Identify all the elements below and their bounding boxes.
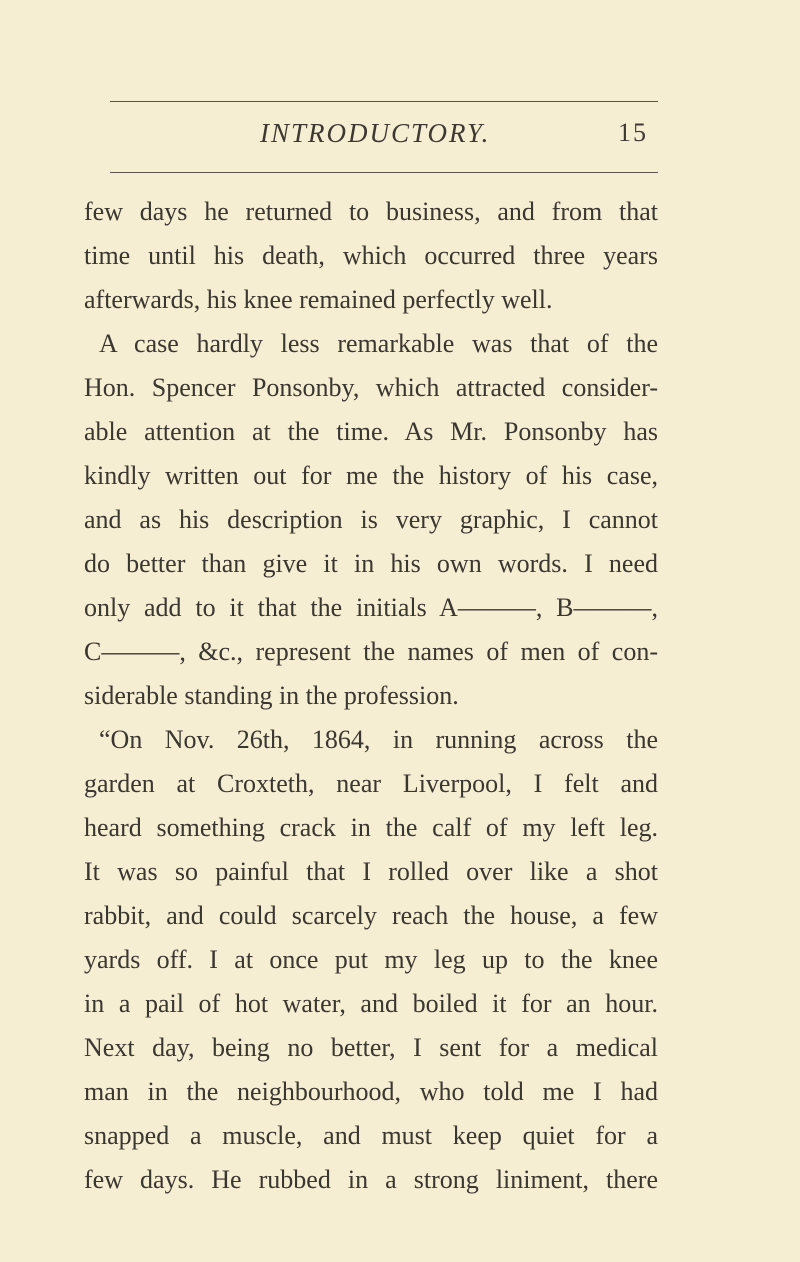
text-line: only add to it that the initials A———, B———, <box>84 593 658 622</box>
text-line: able attention at the time. As Mr. Ponsonby has <box>84 417 658 446</box>
text-line: time until his death, which occurred three years <box>84 241 658 270</box>
text-line: Hon. Spencer Ponsonby, which attracted consider- <box>84 373 658 402</box>
text-line: rabbit, and could scarcely reach the house, a few <box>84 901 658 930</box>
text-line: heard something crack in the calf of my left leg. <box>84 813 658 842</box>
text-line: garden at Croxteth, near Liverpool, I felt and <box>84 769 658 798</box>
running-head-title: INTRODUCTORY. <box>260 118 491 148</box>
body-text <box>84 190 658 1202</box>
text-line: man in the neighbourhood, who told me I had <box>84 1077 658 1106</box>
text-line: It was so painful that I rolled over like a shot <box>84 857 658 886</box>
running-head <box>110 118 658 158</box>
text-line: A case hardly less remarkable was that of the <box>99 329 658 358</box>
header-rule-bottom <box>110 172 658 173</box>
text-line: few days. He rubbed in a strong liniment, there <box>84 1165 658 1194</box>
text-line: kindly written out for me the history of his case, <box>84 461 658 490</box>
text-line: few days he returned to business, and from that <box>84 197 658 226</box>
text-line: siderable standing in the profession. <box>84 681 459 710</box>
text-line: afterwards, his knee remained perfectly well. <box>84 285 553 314</box>
text-line: “On Nov. 26th, 1864, in running across the <box>99 725 658 754</box>
text-line: C———, &c., represent the names of men of con- <box>84 637 658 666</box>
text-line: in a pail of hot water, and boiled it for an hour. <box>84 989 658 1018</box>
text-line: snapped a muscle, and must keep quiet for a <box>84 1121 658 1150</box>
text-line: and as his description is very graphic, I cannot <box>84 505 658 534</box>
text-line: yards off. I at once put my leg up to the knee <box>84 945 658 974</box>
text-line: do better than give it in his own words. I need <box>84 549 658 578</box>
text-line: Next day, being no better, I sent for a medical <box>84 1033 658 1062</box>
page-number: 15 <box>618 118 648 147</box>
header-rule-top <box>110 101 658 102</box>
